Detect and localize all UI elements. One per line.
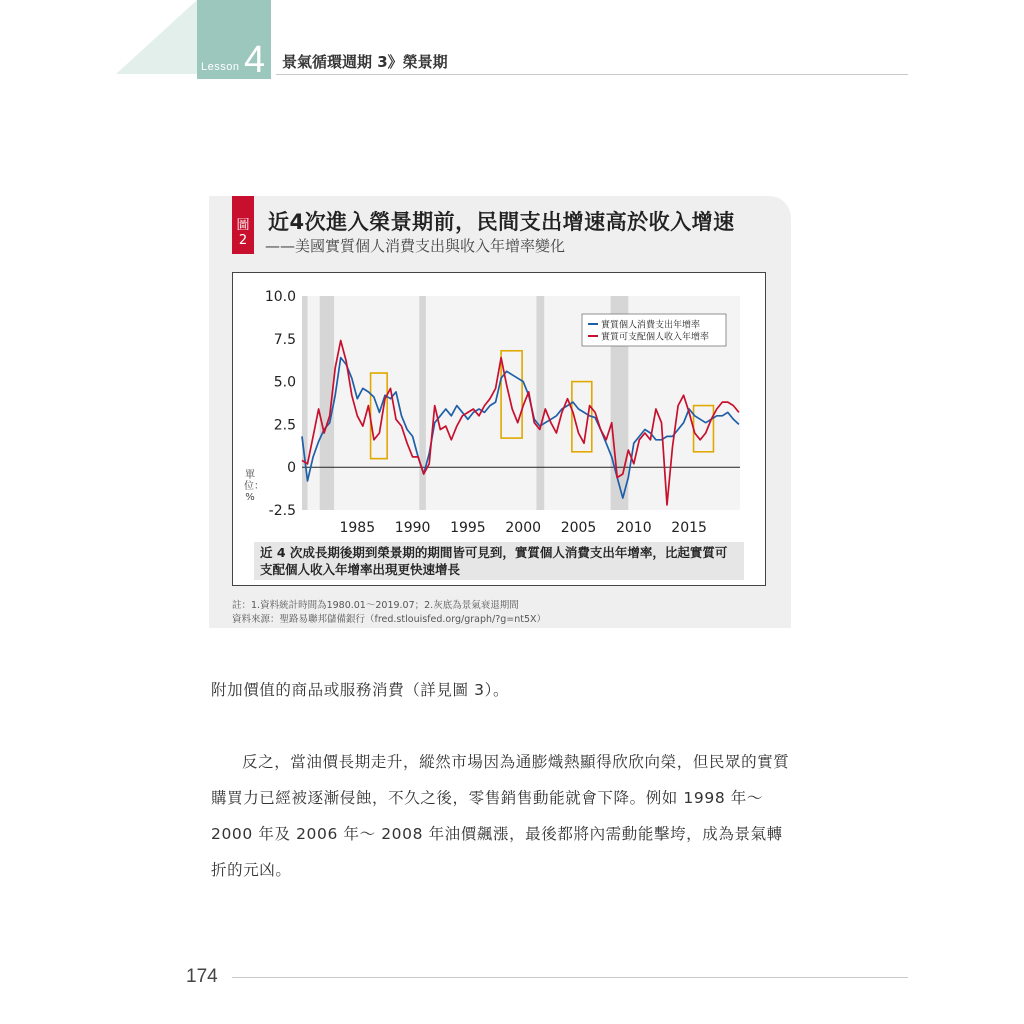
header-divider [276, 74, 908, 75]
figure-subtitle: ——美國實質個人消費支出與收入年增率變化 [265, 237, 566, 255]
figure-footnote: 註：1.資料統計時間為1980.01～2019.07；2.灰底為景氣衰退期間 [232, 600, 519, 611]
figure-tag-number: 2 [238, 233, 248, 248]
figure-title: 近4次進入榮景期前，民間支出增速高於收入增速 [268, 210, 735, 234]
paragraph-1: 附加價值的商品或服務消費（詳見圖 3）。 [211, 681, 510, 699]
page-number: 174 [186, 966, 218, 987]
recession-band [419, 296, 426, 510]
y-tick-label: 5.0 [273, 374, 296, 391]
line-chart [232, 272, 766, 586]
y-tick-label: 10.0 [264, 289, 296, 305]
y-tick-label: 7.5 [273, 331, 296, 348]
x-tick-label: 2005 [560, 520, 597, 536]
y-tick-label: -2.5 [268, 503, 296, 519]
legend-label: 實質可支配個人收入年增率 [601, 332, 710, 343]
x-tick-label: 1985 [339, 520, 376, 536]
chapter-title: 景氣循環週期 3》榮景期 [282, 53, 448, 71]
y-axis-label: 單位：% [244, 470, 264, 503]
paragraph-2: 反之，當油價長期走升，縱然市場因為通膨熾熱顯得欣欣向榮，但民眾的實質購買力已經被逐漸侵蝕，不久之後，零售銷售動能就會下降。例如 1998 年～2000 年及 2006 年～ 2008 年油價飆漲，最後都將內需動能擊垮，成為景氣轉折的元凶。 [211, 753, 790, 879]
figure-tag-char: 圖 [236, 218, 250, 233]
figure-tag [232, 196, 254, 254]
y-tick-label: 2.5 [273, 417, 296, 434]
lesson-number: 4 [244, 39, 266, 81]
lesson-label: Lesson [201, 61, 240, 73]
legend-label: 實質個人消費支出年增率 [601, 320, 701, 331]
x-tick-label: 2015 [671, 520, 707, 536]
footer-divider [232, 977, 908, 978]
chart-note: 近 4 次成長期後期到榮景期的期間皆可見到，實質個人消費支出年增率，比起實質可支配個人收入年增率出現更快速增長 [254, 542, 744, 580]
figure-source: 資料來源：聖路易聯邦儲備銀行（fred.stlouisfed.org/graph/?g=nt5X） [232, 614, 547, 625]
x-tick-label: 1995 [450, 520, 486, 536]
recession-band [536, 296, 544, 510]
y-tick-label: 0 [287, 460, 296, 477]
x-tick-label: 2000 [505, 520, 542, 536]
x-tick-label: 1990 [394, 520, 431, 536]
x-tick-label: 2010 [615, 520, 652, 536]
